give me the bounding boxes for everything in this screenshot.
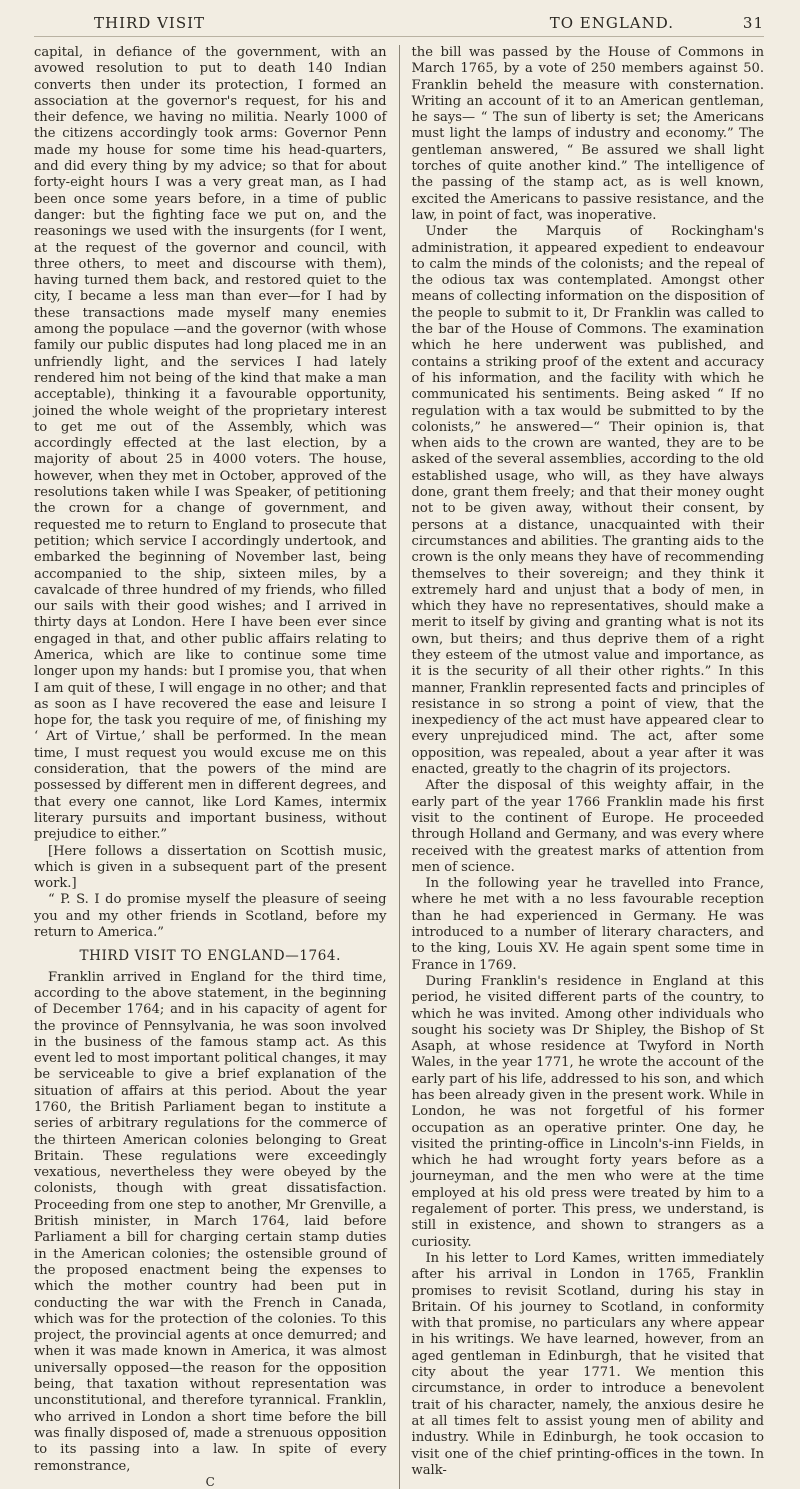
paragraph: Franklin arrived in England for the third time, according to the above statement, in the beginning of December 1764; and in his capacity of agent for the province of Pennsylvania, he was soon involved in the business of the famous stamp act. As this event led to most important political changes, it may be serviceable to give a brief explanation of the situation of affairs at this period. About the year 1760, the British Parliament began to institute a series of arbitrary regulations for the commerce of the thirteen American colonies belonging to Great Britain. These regulations were exceedingly vexatious, nevertheless they were obeyed by the colonists, though with great dissatisfaction. Proceeding from one step to another, Mr Grenville, a British minister, in March 1764, laid before Parliament a bill for charging certain stamp duties in the American colonies; the ostensible ground of the proposed enactment being the expenses to which the mother country had been put in conducting the war with the French in Canada, which was for the protection of the colonies. To this project, the provincial agents at once demurred; and when it was made known in America, it was almost universally opposed—the reason for the opposition being, that taxation without representation was unconstitutional, and therefore tyrannical. Franklin, who arrived in London a short time before the bill was finally disposed of, made a strenuous opposition to its passing into a law. In spite of every remonstrance, [34, 969, 387, 1474]
paragraph: In his letter to Lord Kames, written immediately after his arrival in London in 1765, Franklin promises to revisit Scotland, during his stay in Britain. Of his journey to Scotland, in conformity with that promise, no particulars any where appear in his writings. We have learned, however, from an aged gentleman in Edinburgh, that he visited that city about the year 1771. We mention this circumstance, in order to introduce a benevolent trait of his character, namely, the anxious desire he at all times felt to assist young men of ability and industry. While in Edinburgh, he took occasion to visit one of the chief printing-offices in the town. In walk- [411, 1250, 765, 1478]
text-columns [34, 45, 764, 1489]
running-head-left: THIRD VISIT [94, 14, 206, 32]
column-divider [399, 45, 400, 1489]
section-heading: THIRD VISIT TO ENGLAND—1764. [79, 948, 341, 965]
running-head [34, 14, 764, 37]
paragraph: Under the Marquis of Rockingham's administration, it appeared expedient to endeavour to calm the minds of the colonists; and the repeal of the odious tax was contemplated. Amongst other means of collecting information on the disposition of the people to submit to it, Dr Franklin was called to the bar of the House of Commons. The examination which he here underwent was published, and contains a striking proof of the extent and accuracy of his information, and the facility with which he communicated his sentiments. Being asked “ If no regulation with a tax would be submitted to by the colonists,” he answered—“ Their opinion is, that when aids to the crown are wanted, they are to be asked of the several assemblies, according to the old established usage, who will, as they have always done, grant them freely; and that their money ought not to be given away, without their consent, by persons at a distance, unacquainted with their circumstances and abilities. The granting aids to the crown is the only means they have of recommending themselves to their sovereign; and they think it extremely hard and unjust that a body of men, in which they have no representatives, should make a merit to itself by giving and granting what is not its own, but theirs; and thus deprive them of a right they esteem of the utmost value and importance, as it is the security of all their other rights.” In this manner, Franklin represented facts and principles of resistance in so strong a point of view, that the inexpediency of the act must have appeared clear to every unprejudiced mind. The act, after some opposition, was repealed, about a year after it was enacted, greatly to the chagrin of its projectors. [411, 224, 765, 778]
signature-mark: C [205, 1474, 215, 1489]
page-number: 31 [742, 14, 764, 32]
paragraph: After the disposal of this weighty affair, in the early part of the year 1766 Franklin made his first visit to the continent of Europe. He proceeded through Holland and Germany, and was every where received with the greatest marks of attention from men of science. [411, 778, 765, 875]
left-column [34, 45, 387, 1489]
paragraph: the bill was passed by the House of Commons in March 1765, by a vote of 250 members against 50. Franklin beheld the measure with consternation. Writing an account of it to an American gentleman, he says— “ The sun of liberty is set; the Americans must light the lamps of industry and economy.” The gentleman answered, “ Be assured we shall light torches of quite another kind.” The intelligence of the passing of the stamp act, as is well known, excited the Americans to passive resistance, and the law, in point of fact, was inoperative. [411, 45, 765, 223]
paragraph: [Here follows a dissertation on Scottish music, which is given in a subsequent part of the present work.] [34, 843, 387, 892]
running-head-right: TO ENGLAND. [549, 14, 674, 32]
paragraph: During Franklin's residence in England at this period, he visited different parts of the country, to which he was invited. Among other individuals who sought his society was Dr Shipley, the Bishop of St Asaph, at whose residence at Twyford in North Wales, in the year 1771, he wrote the account of the early part of his life, addressed to his son, and which has been already given in the present work. While in London, he was not forgetful of his former occupation as an operative printer. One day, he visited the printing-office in Lincoln's-inn Fields, in which he had wrought forty years before as a journeyman, and the men who were at the time employed at his old press were treated by him to a regalement of porter. This press, we understand, is still in existence, and shown to strangers as a curiosity. [411, 973, 765, 1250]
right-column [412, 45, 765, 1489]
paragraph: capital, in defiance of the government, with an avowed resolution to put to death 140 Indian converts then under its protection, I formed an association at the governor's request, for his and their defence, we having no militia. Nearly 1000 of the citizens accordingly took arms: Governor Penn made my house for some time his head-quarters, and did every thing by my advice; so that for about forty-eight hours I was a very great man, as I had been once some years before, in a time of public danger: but the fighting face we put on, and the reasonings we used with the insurgents (for I went, at the request of the governor and council, with three others, to meet and discourse with them), having turned them back, and restored quiet to the city, I became a less man than ever—for I had by these transactions made myself many enemies among the populace —and the governor (with whose family our public disputes had long placed me in an unfriendly light, and the services I had lately rendered him not being of the kind that make a man acceptable), thinking it a favourable opportunity, joined the whole weight of the proprietary interest to get me out of the Assembly, which was accordingly effected at the last election, by a majority of about 25 in 4000 voters. The house, however, when they met in October, approved of the resolutions taken while I was Speaker, of petitioning the crown for a change of government, and requested me to return to England to prosecute that petition; which service I accordingly undertook, and embarked the beginning of November last, being accompanied to the ship, sixteen miles, by a cavalcade of three hundred of my friends, who filled our sails with their good wishes; and I arrived in thirty days at London. Here I have been ever since engaged in that, and other public affairs relating to America, which are like to continue some time longer upon my hands: but I promise you, that when I am quit of these, I will engage in no other; and that as soon as I have recovered the ease and leisure I hope for, the task you require of me, of finishing my ‘ Art of Virtue,’ shall be performed. In the mean time, I must request you would excuse me on this consideration, that the powers of the mind are possessed by different men in different degrees, and that every one cannot, like Lord Kames, intermix literary pursuits and important business, without prejudice to either.” [34, 45, 387, 843]
paragraph: “ P. S. I do promise myself the pleasure of seeing you and my other friends in Scotland, before my return to America.” [34, 892, 387, 941]
paragraph: In the following year he travelled into France, where he met with a no less favourable reception than he had experienced in Germany. He was introduced to a number of literary characters, and to the king, Louis XV. He again spent some time in France in 1769. [411, 876, 765, 973]
